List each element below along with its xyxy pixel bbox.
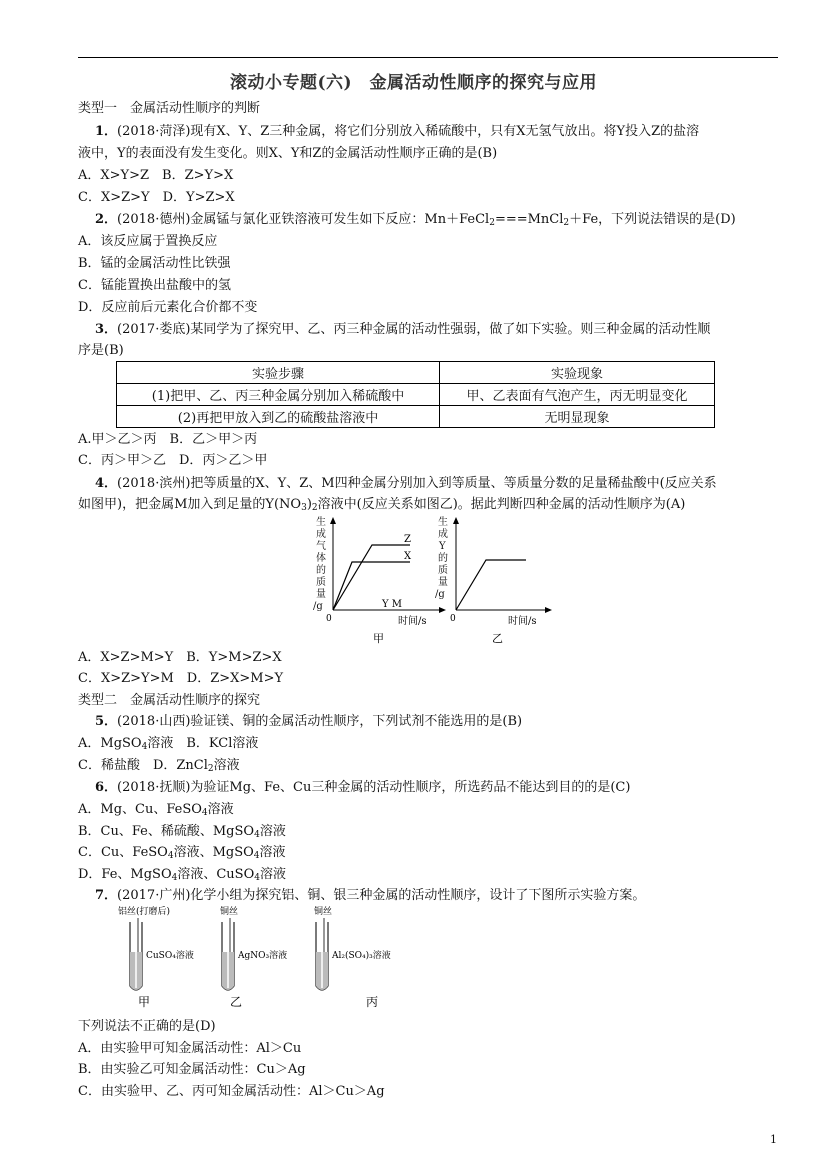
tube-top-label: 铜丝 xyxy=(220,907,239,917)
table-cell: (1)把甲、乙、丙三种金属分别加入稀硫酸中 xyxy=(117,384,440,406)
q3-options-cd: C．丙＞甲＞乙 D．丙＞乙＞甲 xyxy=(78,453,268,468)
ylabel-char: 的 xyxy=(316,565,326,576)
tube-solution-label: Al₂(SO₄)₃溶液 xyxy=(332,951,391,961)
ylabel-char: 的 xyxy=(438,553,448,564)
q4-options-ab: A．X>Z>M>Y B．Y>M>Z>X xyxy=(78,650,282,665)
test-tube-figure xyxy=(100,902,420,1014)
origin-label: 0 xyxy=(450,614,456,624)
ylabel-char: 量 xyxy=(438,577,448,588)
q2-option-d: D．反应前后元素化合价都不变 xyxy=(78,300,258,315)
q4-stem-line2: 如图甲)，把金属M加入到足量的$Y(NO_3)_2$溶液中(反应关系如图乙)。据此判断四种金属的活动性顺序为(A) xyxy=(78,497,686,513)
q4-options-cd: C．X>Z>Y>M D．Z>X>M>Y xyxy=(78,671,284,686)
graph-yi xyxy=(428,515,558,645)
q1-options-ab: A．X>Y>Z B．Z>Y>X xyxy=(78,168,234,183)
graph-jia-ylabel xyxy=(313,515,326,612)
ylabel-char: /g xyxy=(313,601,323,612)
y-axis-arrow xyxy=(330,517,336,524)
test-tube-jia xyxy=(118,905,194,1009)
q6-stem: 6．(2018·抚顺)为验证Mg、Fe、Cu三种金属的活动性顺序，所选药品不能达到目的的是(C) xyxy=(95,780,631,795)
graph-caption-yi: 乙 xyxy=(492,632,503,645)
q5-options-cd: C．稀盐酸 D．ZnCl$_2$溶液 xyxy=(78,758,240,774)
table-header-steps: 实验步骤 xyxy=(117,362,440,384)
q7-option-c: C．由实验甲、乙、丙可知金属活动性：Al＞Cu＞Ag xyxy=(78,1084,385,1099)
ylabel-char: 生 xyxy=(438,517,448,528)
test-tube-bing xyxy=(314,905,391,1009)
q5-options-ab: A．MgSO$_4$溶液 B．KCl溶液 xyxy=(78,736,259,752)
series-label-z: Z xyxy=(404,534,411,545)
y-axis-arrow xyxy=(453,517,459,524)
q6-option-c: C．Cu、FeSO$_4$溶液、MgSO$_4$溶液 xyxy=(78,845,286,861)
page-number: 1 xyxy=(770,1133,777,1146)
ylabel-char: 生 xyxy=(316,517,326,528)
table-row xyxy=(117,384,715,406)
tube-top-label: 铝丝(打磨后) xyxy=(118,907,171,917)
table-cell: 甲、乙表面有气泡产生，丙无明显变化 xyxy=(440,384,715,406)
q7-stem: 7．(2017·广州)化学小组为探究铝、铜、银三种金属的活动性顺序，设计了下图所示实验方案。 xyxy=(95,888,646,903)
q3-options-ab: A.甲＞乙＞丙 B．乙＞甲＞丙 xyxy=(78,432,258,447)
q3-stem-line1: 3．(2017·娄底)某同学为了探究甲、乙、丙三种金属的活动性强弱，做了如下实验。则三种金属的活动性顺 xyxy=(95,322,711,337)
q7-option-a: A．由实验甲可知金属活动性：Al＞Cu xyxy=(78,1041,302,1056)
x-axis-label: 时间/s xyxy=(508,616,537,627)
header-rule xyxy=(78,57,778,58)
q2-option-b: B．锰的金属活动性比铁强 xyxy=(78,256,231,271)
series-label-x: X xyxy=(404,551,412,562)
section-heading-type1: 类型一 金属活动性顺序的判断 xyxy=(78,101,261,116)
q2-stem: 2．(2018·德州)金属锰与氯化亚铁溶液可发生如下反应：Mn＋FeCl$_2$===MnCl$_2$＋Fe，下列说法错误的是(D) xyxy=(95,212,736,228)
x-axis-label: 时间/s xyxy=(398,616,427,627)
table-cell: 无明显现象 xyxy=(440,406,715,428)
ylabel-char: Y xyxy=(439,541,446,552)
tube-caption: 乙 xyxy=(230,995,243,1009)
graph-yi-ylabel xyxy=(435,515,448,600)
tube-solution-label: CuSO₄溶液 xyxy=(146,951,194,961)
table-cell: (2)再把甲放入到乙的硫酸盐溶液中 xyxy=(117,406,440,428)
q7-option-b: B．由实验乙可知金属活动性：Cu＞Ag xyxy=(78,1062,306,1077)
tube-top-label: 铜丝 xyxy=(314,907,333,917)
q3-stem-line2: 序是(B) xyxy=(78,343,124,358)
q5-stem: 5．(2018·山西)验证镁、铜的金属活动性顺序，下列试剂不能选用的是(B) xyxy=(95,714,523,729)
ylabel-char: /g xyxy=(435,589,445,600)
q2-option-a: A．该反应属于置换反应 xyxy=(78,234,218,249)
graph-caption-jia: 甲 xyxy=(373,632,384,645)
ylabel-char: 量 xyxy=(316,589,326,600)
series-label-ym: Y M xyxy=(382,599,403,610)
series-line xyxy=(456,560,526,610)
q1-stem-line1: 1．(2018·菏泽)现有X、Y、Z三种金属，将它们分别放入稀硫酸中，只有X无氢气放出。将Y投入Z的盐溶 xyxy=(95,124,700,139)
ylabel-char: 成 xyxy=(438,529,448,540)
origin-label: 0 xyxy=(326,614,332,624)
q1-options-cd: C．X>Z>Y D．Y>Z>X xyxy=(78,190,235,205)
q6-option-d: D．Fe、MgSO$_4$溶液、CuSO$_4$溶液 xyxy=(78,867,286,883)
test-tube-yi xyxy=(220,905,287,1009)
q1-stem-line2: 液中，Y的表面没有发生变化。则X、Y和Z的金属活动性顺序正确的是(B) xyxy=(78,146,498,161)
table-row xyxy=(117,406,715,428)
page-title: 滚动小专题(六) 金属活动性顺序的探究与应用 xyxy=(229,73,598,93)
tube-caption: 甲 xyxy=(138,995,151,1009)
ylabel-char: 成 xyxy=(316,529,326,540)
q6-option-b: B．Cu、Fe、稀硫酸、MgSO$_4$溶液 xyxy=(78,824,286,840)
tube-caption: 丙 xyxy=(366,995,379,1009)
ylabel-char: 气 xyxy=(316,541,326,552)
x-axis-arrow xyxy=(545,607,552,613)
experiment-table xyxy=(116,361,715,428)
section-heading-type2: 类型二 金属活动性顺序的探究 xyxy=(78,693,261,708)
q2-option-c: C．锰能置换出盐酸中的氢 xyxy=(78,278,231,293)
q6-option-a: A．Mg、Cu、FeSO$_4$溶液 xyxy=(78,802,234,818)
ylabel-char: 质 xyxy=(438,565,448,576)
ylabel-char: 质 xyxy=(316,577,326,588)
table-row xyxy=(117,362,715,384)
q4-stem-line1: 4．(2018·滨州)把等质量的X、Y、Z、M四种金属分别加入到等质量、等质量分数的足量稀盐酸中(反应关系 xyxy=(95,476,717,491)
ylabel-char: 体 xyxy=(316,553,326,564)
table-header-phenomena: 实验现象 xyxy=(440,362,715,384)
tube-solution-label: AgNO₃溶液 xyxy=(238,951,288,961)
q7-question: 下列说法不正确的是(D) xyxy=(78,1019,216,1034)
